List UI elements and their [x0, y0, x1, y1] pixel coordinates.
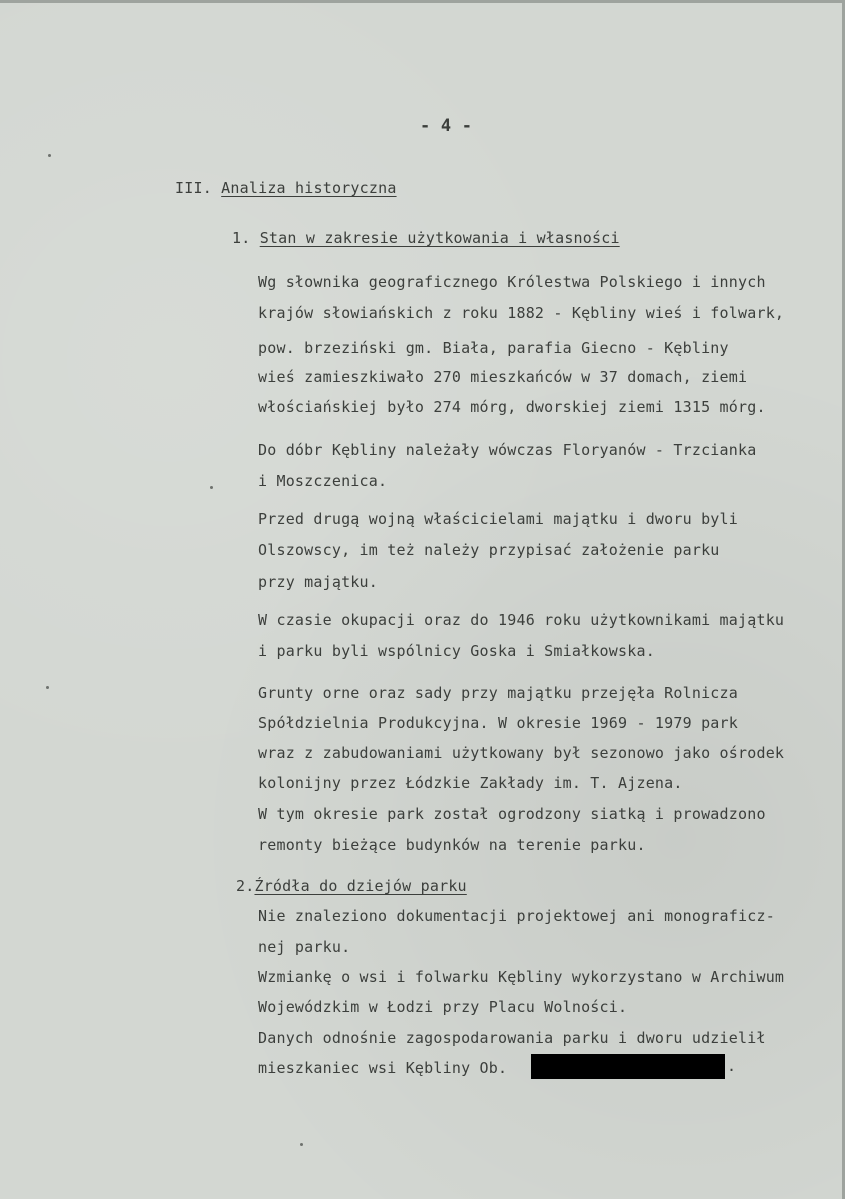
- subsection-1-line: remonty bieżące budynków na terenie parku.: [258, 836, 646, 854]
- page-edge-top: [0, 0, 845, 3]
- subsection-heading-2: [236, 876, 467, 898]
- paper-speck: [46, 686, 49, 689]
- subsection-2-line: mieszkaniec wsi Kębliny Ob.: [258, 1059, 508, 1077]
- subsection-1-line: Wg słownika geograficznego Królestwa Polskiego i innych: [258, 273, 766, 291]
- section-numeral: III.: [175, 179, 212, 197]
- final-period: .: [727, 1057, 737, 1075]
- subsection-2-line: nej parku.: [258, 938, 351, 956]
- subsection-1-line: kolonijny przez Łódzkie Zakłady im. T. Ajzena.: [258, 774, 683, 792]
- subsection-1-number: 1.: [232, 229, 251, 247]
- subsection-2-line: Danych odnośnie zagospodarowania parku i dworu udzielił: [258, 1029, 766, 1047]
- subsection-1-line: wraz z zabudowaniami użytkowany był sezonowo jako ośrodek: [258, 744, 785, 762]
- redaction-bar: [531, 1054, 725, 1079]
- subsection-1-line: przy majątku.: [258, 573, 378, 591]
- subsection-2-line: Wojewódzkim w Łodzi przy Placu Wolności.: [258, 998, 628, 1016]
- subsection-1-line: W czasie okupacji oraz do 1946 roku użytkownikami majątku: [258, 611, 785, 629]
- subsection-1-line: włościańskiej było 274 mórg, dworskiej ziemi 1315 mórg.: [258, 398, 766, 416]
- section-title: Analiza historyczna: [221, 179, 397, 197]
- paper-speck: [210, 486, 213, 489]
- paper-speck: [48, 154, 51, 157]
- section-heading: [175, 178, 397, 200]
- subsection-2-line: Wzmiankę o wsi i folwarku Kębliny wykorzystano w Archiwum: [258, 968, 785, 986]
- subsection-1-title: Stan w zakresie użytkowania i własności: [259, 229, 620, 247]
- subsection-2-number: 2.: [236, 877, 255, 895]
- subsection-1-line: Spółdzielnia Produkcyjna. W okresie 1969 - 1979 park: [258, 714, 738, 732]
- subsection-1-line: Do dóbr Kębliny należały wówczas Floryanów - Trzcianka: [258, 441, 757, 459]
- subsection-1-line: krajów słowiańskich z roku 1882 - Kębliny wieś i folwark,: [258, 304, 785, 322]
- subsection-2-line: Nie znaleziono dokumentacji projektowej ani monograficz-: [258, 907, 775, 925]
- subsection-1-line: Grunty orne oraz sady przy majątku przejęła Rolnicza: [258, 684, 738, 702]
- subsection-2-title: Źródła do dziejów parku: [254, 877, 467, 895]
- subsection-1-line: wieś zamieszkiwało 270 mieszkańców w 37 domach, ziemi: [258, 368, 748, 386]
- page-number: - 4 -: [420, 116, 473, 136]
- subsection-1-line: i parku byli wspólnicy Goska i Smiałkowska.: [258, 642, 655, 660]
- subsection-1-line: i Moszczenica.: [258, 472, 388, 490]
- subsection-1-line: Olszowscy, im też należy przypisać założenie parku: [258, 541, 720, 559]
- subsection-1-line: pow. brzeziński gm. Biała, parafia Giecno - Kębliny: [258, 339, 729, 357]
- subsection-heading-1: [232, 228, 620, 250]
- subsection-1-line: Przed drugą wojną właścicielami majątku i dworu byli: [258, 510, 738, 528]
- paper-speck: [300, 1143, 303, 1146]
- subsection-1-line: W tym okresie park został ogrodzony siatką i prowadzono: [258, 805, 766, 823]
